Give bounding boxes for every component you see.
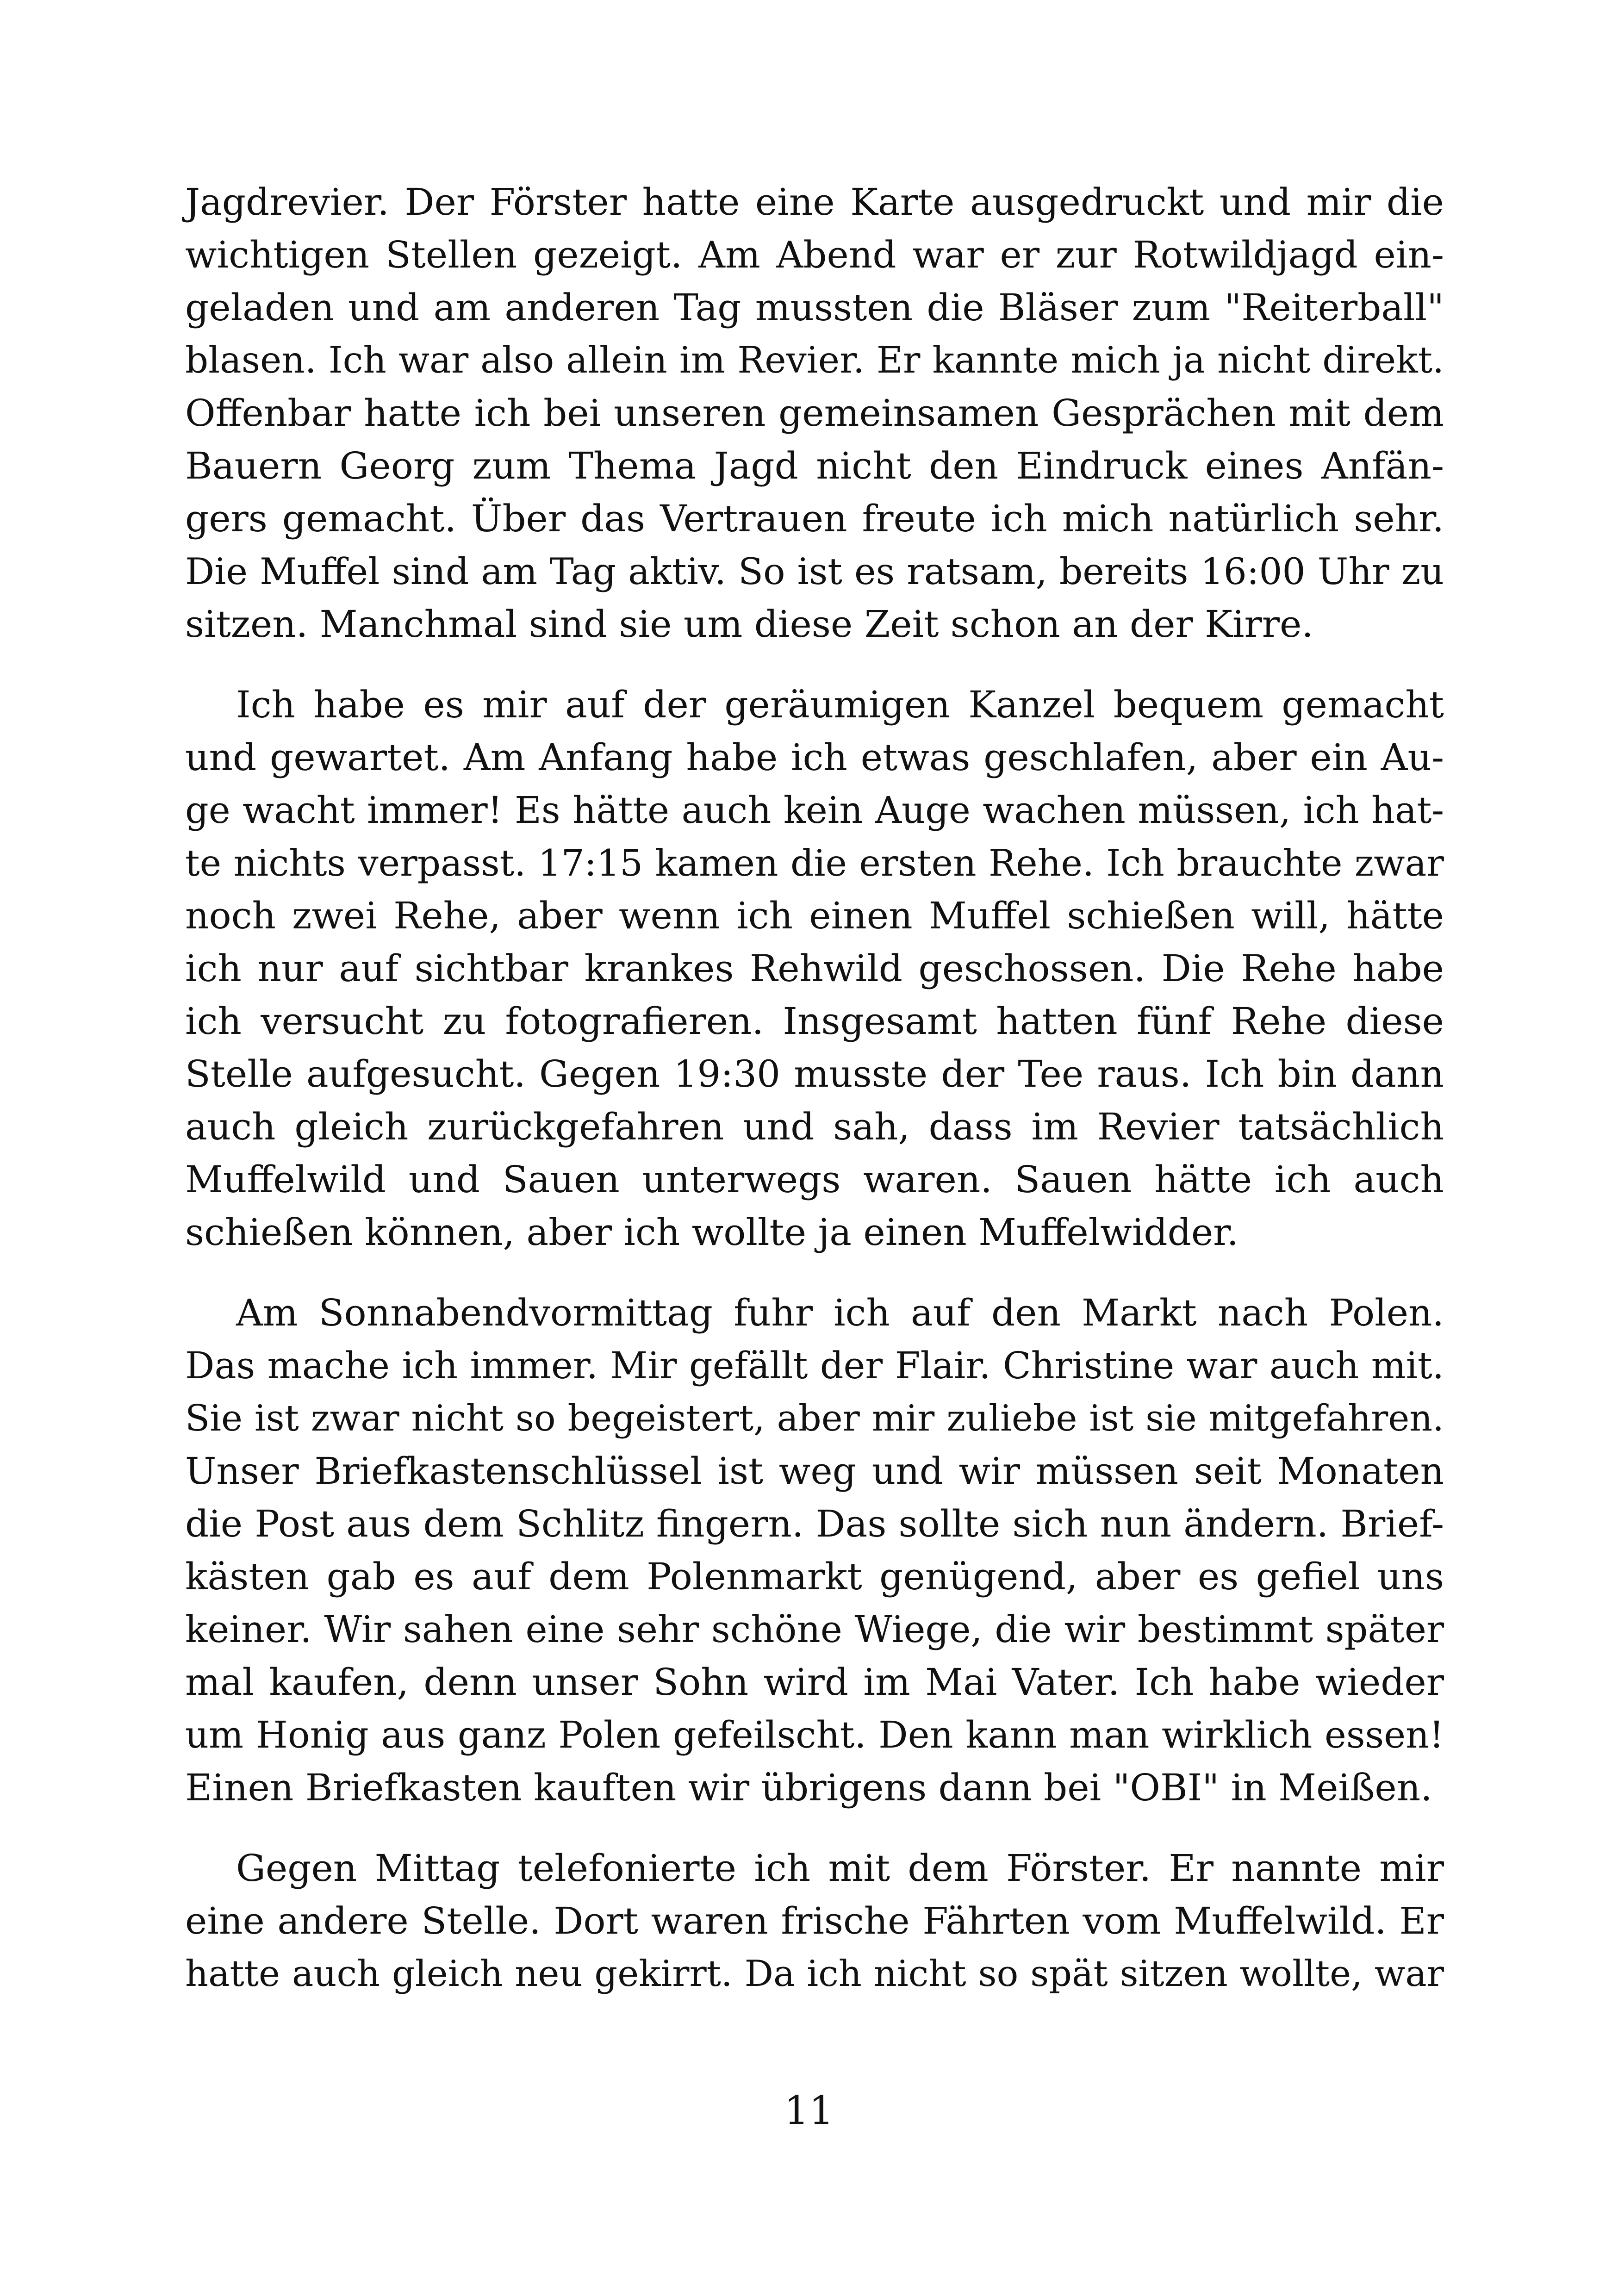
text-line: Das mache ich immer. Mir gefällt der Flair. Christine war auch mit. bbox=[185, 1344, 1444, 1387]
text-line: Unser Briefkastenschlüssel ist weg und wir müssen seit Monaten bbox=[185, 1450, 1444, 1493]
text-line: ich nur auf sichtbar krankes Rehwild geschossen. Die Rehe habe bbox=[185, 947, 1444, 990]
page-number: 11 bbox=[784, 2088, 834, 2133]
text-line: Stelle aufgesucht. Gegen 19:30 musste der Tee raus. Ich bin dann bbox=[185, 1052, 1444, 1095]
text-line: Am Sonnabendvormittag fuhr ich auf den Markt nach Polen. bbox=[236, 1291, 1444, 1334]
paragraph bbox=[185, 1842, 1444, 2000]
text-line: eine andere Stelle. Dort waren frische Fährten vom Muffelwild. Er bbox=[185, 1899, 1444, 1942]
text-line: kästen gab es auf dem Polenmarkt genügend, aber es gefiel uns bbox=[185, 1555, 1444, 1598]
text-line: Die Muffel sind am Tag aktiv. So ist es ratsam, bereits 16:00 Uhr zu bbox=[185, 550, 1444, 593]
text-line: Einen Briefkasten kauften wir übrigens dann bei "OBI" in Meißen. bbox=[185, 1766, 1432, 1809]
text-line: ge wacht immer! Es hätte auch kein Auge wachen müssen, ich hat- bbox=[185, 789, 1444, 832]
text-line: gers gemacht. Über das Vertrauen freute ich mich natürlich sehr. bbox=[185, 497, 1444, 540]
text-line: ich versucht zu fotografieren. Insgesamt hatten fünf Rehe diese bbox=[185, 1000, 1444, 1043]
paragraph bbox=[185, 1287, 1444, 1814]
text-line: sitzen. Manchmal sind sie um diese Zeit schon an der Kirre. bbox=[185, 603, 1313, 646]
text-line: Muffelwild und Sauen unterwegs waren. Sauen hätte ich auch bbox=[185, 1158, 1444, 1201]
text-line: um Honig aus ganz Polen gefeilscht. Den kann man wirklich essen! bbox=[185, 1713, 1444, 1756]
text-line: keiner. Wir sahen eine sehr schöne Wiege, die wir bestimmt später bbox=[185, 1608, 1444, 1651]
text-line: geladen und am anderen Tag mussten die Bläser zum "Reiterball" bbox=[185, 286, 1444, 329]
body-text bbox=[185, 176, 1444, 2000]
text-line: te nichts verpasst. 17:15 kamen die ersten Rehe. Ich brauchte zwar bbox=[185, 842, 1444, 884]
text-line: Bauern Georg zum Thema Jagd nicht den Eindruck eines Anfän- bbox=[185, 444, 1444, 487]
text-line: die Post aus dem Schlitz fingern. Das sollte sich nun ändern. Brief- bbox=[185, 1502, 1444, 1545]
text-line: Offenbar hatte ich bei unseren gemeinsamen Gesprächen mit dem bbox=[185, 392, 1444, 435]
text-line: hatte auch gleich neu gekirrt. Da ich nicht so spät sitzen wollte, war bbox=[185, 1953, 1444, 1995]
text-line: mal kaufen, denn unser Sohn wird im Mai Vater. Ich habe wieder bbox=[185, 1661, 1444, 1704]
text-line: schießen können, aber ich wollte ja einen Muffelwidder. bbox=[185, 1211, 1239, 1254]
text-line: noch zwei Rehe, aber wenn ich einen Muffel schießen will, hätte bbox=[185, 894, 1444, 937]
text-line: Jagdrevier. Der Förster hatte eine Karte ausgedruckt und mir die bbox=[185, 180, 1444, 224]
paragraph bbox=[185, 176, 1444, 651]
text-line: Gegen Mittag telefonierte ich mit dem Förster. Er nannte mir bbox=[236, 1847, 1444, 1890]
text-line: Sie ist zwar nicht so begeistert, aber mir zuliebe ist sie mitgefahren. bbox=[185, 1398, 1444, 1439]
text-line: wichtigen Stellen gezeigt. Am Abend war er zur Rotwildjagd ein- bbox=[185, 233, 1444, 276]
text-line: auch gleich zurückgefahren und sah, dass im Revier tatsächlich bbox=[185, 1105, 1444, 1148]
text-line: blasen. Ich war also allein im Revier. Er kannte mich ja nicht direkt. bbox=[185, 339, 1444, 381]
text-line: Ich habe es mir auf der geräumigen Kanzel bequem gemacht bbox=[236, 683, 1444, 726]
text-line: und gewartet. Am Anfang habe ich etwas geschlafen, aber ein Au- bbox=[185, 736, 1444, 779]
paragraph bbox=[185, 678, 1444, 1259]
